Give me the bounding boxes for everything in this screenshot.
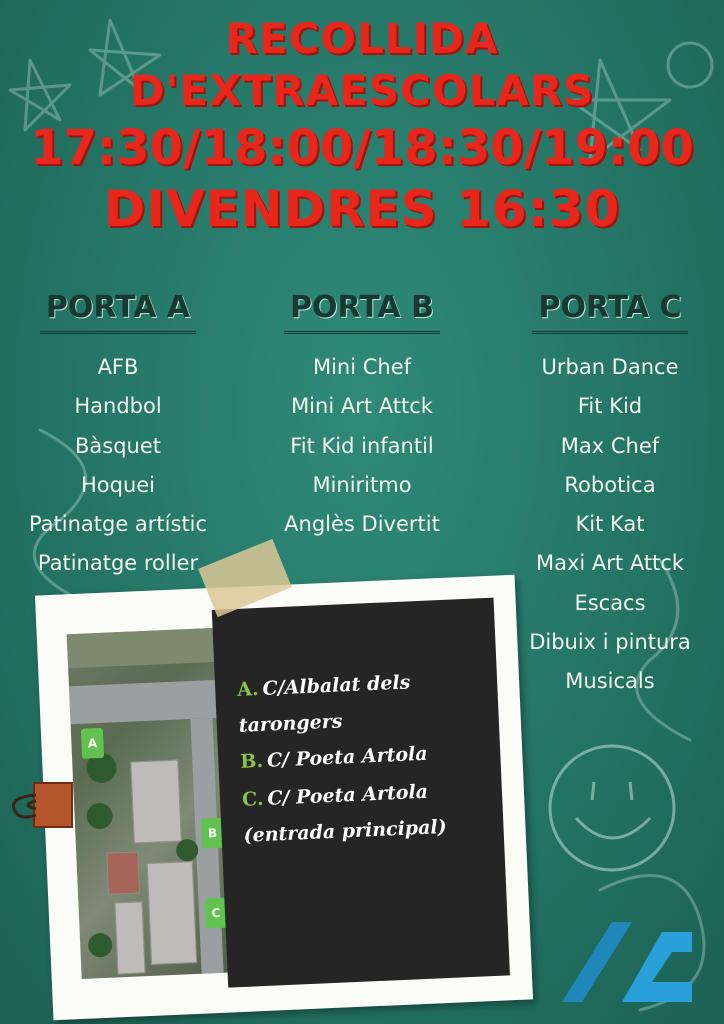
map-legend (212, 598, 510, 988)
door-b-column (244, 290, 480, 544)
legend-c-text: C/ Poeta Artola (266, 780, 429, 810)
door-c-list (496, 348, 724, 702)
list-item: Anglès Divertit (284, 512, 440, 537)
list-item: Musicals (565, 669, 655, 694)
binder-clip-icon (10, 775, 76, 835)
legend-b-letter: B. (239, 749, 264, 773)
legend-b-line (240, 743, 428, 773)
list-item: Dibuix i pintura (529, 630, 691, 655)
list-item: Max Chef (560, 433, 660, 458)
door-c-heading: PORTA C (532, 290, 687, 334)
list-item: AFB (97, 355, 139, 379)
pin-a: A (81, 728, 104, 759)
door-b-heading: PORTA B (284, 290, 440, 334)
door-b-list (244, 348, 480, 544)
legend-c-line-2: (entrada principal) (243, 815, 448, 847)
list-item: Miniritmo (312, 472, 412, 497)
door-c-column (496, 290, 724, 702)
legend-a-letter: A. (236, 678, 260, 701)
list-item: Patinatge artístic (28, 512, 208, 537)
map-photo (35, 575, 533, 1021)
door-a-column (0, 290, 236, 584)
list-item: Robotica (564, 472, 656, 497)
title-friday: DIVENDRES 16:30 (103, 180, 621, 238)
smiley-doodle (550, 746, 674, 870)
list-item: Fit Kid (577, 394, 643, 419)
list-item: Fit Kid infantil (290, 433, 434, 458)
legend-c-line-1 (242, 781, 429, 811)
aerial-map (67, 628, 230, 979)
list-item: Mini Art Attck (291, 394, 433, 419)
door-a-list (0, 348, 236, 584)
list-item: Urban Dance (541, 355, 679, 379)
title-line-2: D'EXTRAESCOLARS (129, 66, 595, 115)
title-times: 17:30/18:00/18:30/19:00 (30, 120, 694, 176)
list-item: Hoquei (80, 472, 156, 497)
door-a-heading: PORTA A (40, 290, 196, 334)
list-item: Bàsquet (74, 433, 161, 458)
pin-c: C (204, 898, 227, 929)
title-line-1: RECOLLIDA (225, 14, 499, 63)
legend-b-text: C/ Poeta Artola (266, 742, 429, 772)
list-item: Handbol (74, 394, 162, 419)
list-item: Maxi Art Attck (535, 551, 684, 576)
legend-c-letter: C. (241, 787, 264, 811)
pin-b: B (201, 818, 224, 849)
legend-a-line-2: tarongers (238, 710, 343, 737)
school-logo (552, 912, 702, 1012)
list-item: Mini Chef (312, 355, 412, 379)
legend-a-text: C/Albalat dels (262, 671, 411, 700)
legend-a-line-1 (237, 671, 411, 701)
list-item: Kit Kat (575, 512, 645, 537)
list-item: Patinatge roller (37, 551, 199, 576)
list-item: Escacs (574, 590, 646, 615)
